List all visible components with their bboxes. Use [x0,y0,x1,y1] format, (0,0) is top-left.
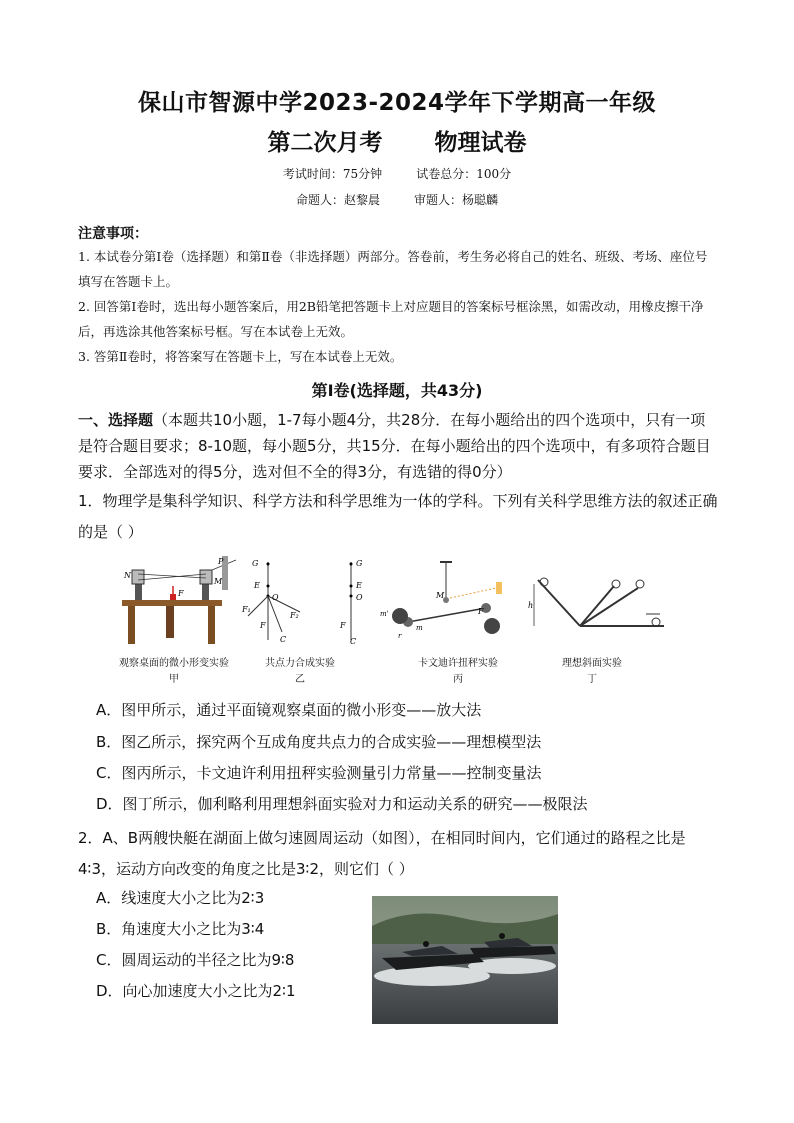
notes-heading: 注意事项： [78,226,148,242]
q1-stem: 1．物理学是集科学知识、科学方法和科学思维为一体的学科。下列有关科学思维方法的叙述正确的是（ ） [78,492,718,541]
part1-title: 第Ⅰ卷(选择题，共43分) [311,381,483,400]
q1-option-b: B．图乙所示，探究两个互成角度共点力的合成实验——理想模型法 [96,733,542,751]
exam-round: 第二次月考 [267,130,383,156]
reviewer: 审题人：杨聪麟 [414,193,499,207]
label-O: O [272,593,279,602]
svg-text:F: F [340,621,346,630]
fig-jia-desk-deformation [118,556,238,646]
exam-title-line1: 保山市智源中学2023-2024学年下学期高一年级 [137,90,657,116]
label-F: F [260,621,266,630]
label-C: C [280,635,287,644]
svg-text:G: G [356,559,363,568]
label-G: G [252,559,259,568]
exam-info-line2 [0,191,794,208]
q1-option-d: D．图丁所示，伽利略利用理想斜面实验对力和运动关系的研究——极限法 [96,795,588,813]
fig-ding-label: 丁 [587,674,597,685]
fig-yi-second-panel [336,556,376,646]
label-r: r [398,632,402,640]
label-h: h [528,601,534,610]
fig-jia-caption: 观察桌面的微小形变实验 [119,658,229,669]
svg-text:O: O [356,593,363,602]
label-M: M [214,577,223,586]
label-F: F [478,607,484,616]
setter: 命题人：赵黎晨 [295,193,380,207]
exam-subject: 物理试卷 [434,130,527,156]
total-score: 试卷总分：100分 [416,167,512,181]
label-m: m [416,624,423,632]
note-item-1: 1. 本试卷分第Ⅰ卷（选择题）和第Ⅱ卷（非选择题）两部分。答卷前，考生务必将自己的姓名、班级、考场、座位号填写在答题卡上。 [78,249,708,289]
section-instructions [78,407,718,485]
q2-option-b: B．角速度大小之比为3∶4 [96,920,265,938]
label-N: N [124,571,131,580]
fig-ding-ideal-incline [528,570,668,640]
note-item-3: 3. 答第Ⅱ卷时，将答案写在答题卡上，写在本试卷上无效。 [78,349,403,364]
label-P: P [218,557,224,566]
q1-option-c: C．图丙所示，卡文迪许利用扭秤实验测量引力常量——控制变量法 [96,764,542,782]
q2-option-d: D．向心加速度大小之比为2∶1 [96,982,296,1000]
svg-text:E: E [356,581,362,590]
fig-yi-caption: 共点力合成实验 [265,658,335,669]
label-F: F [178,589,184,598]
fig-bing-torsion-balance [378,556,518,646]
label-F1: F₁ [242,605,251,614]
label-m-prime: m' [380,610,389,618]
fig-yi-label: 乙 [295,674,305,685]
exam-info-line1 [0,165,794,182]
section-text: （本题共10小题，1-7每小题4分，共28分．在每小题给出的四个选项中，只有一项是符合题目要求；8-10题，每小题5分，共15分．在每小题给出的四个选项中，有多项符合题目要求．全部选对的得5分，选对但不全的得3分，有选错的得0分） [78,411,711,481]
exam-time: 考试时间：75分钟 [282,167,383,181]
fig-bing-caption: 卡文迪许扭秤实验 [418,658,498,669]
fig-bing-label: 丙 [453,674,463,685]
q2-speedboats-photo [372,896,558,1024]
q2-option-a: A．线速度大小之比为2∶3 [96,889,265,907]
q2-stem: 2．A、B两艘快艇在湖面上做匀速圆周运动（如图），在相同时间内，它们通过的路程之比是 4∶3，运动方向改变的角度之比是3∶2，则它们（ ） [78,829,686,878]
fig-jia-label: 甲 [169,674,179,685]
svg-text:C: C [350,637,357,646]
label-M: M [436,591,445,600]
label-F2: F₂ [290,611,299,620]
q1-option-a: A．图甲所示，通过平面镜观察桌面的微小形变——放大法 [96,701,482,719]
note-item-2: 2. 回答第Ⅰ卷时，选出每小题答案后，用2B铅笔把答题卡上对应题目的答案标号框涂黑，如需改动，用橡皮擦干净后，再选涂其他答案标号框。写在本试卷上无效。 [78,299,704,339]
section-label: 一、选择题 [78,411,154,429]
q2-option-c: C．圆周运动的半径之比为9∶8 [96,951,295,969]
exam-title-line2 [0,124,794,157]
label-E: E [254,581,260,590]
fig-ding-caption: 理想斜面实验 [562,658,622,669]
fig-yi-force-composition [240,556,340,646]
